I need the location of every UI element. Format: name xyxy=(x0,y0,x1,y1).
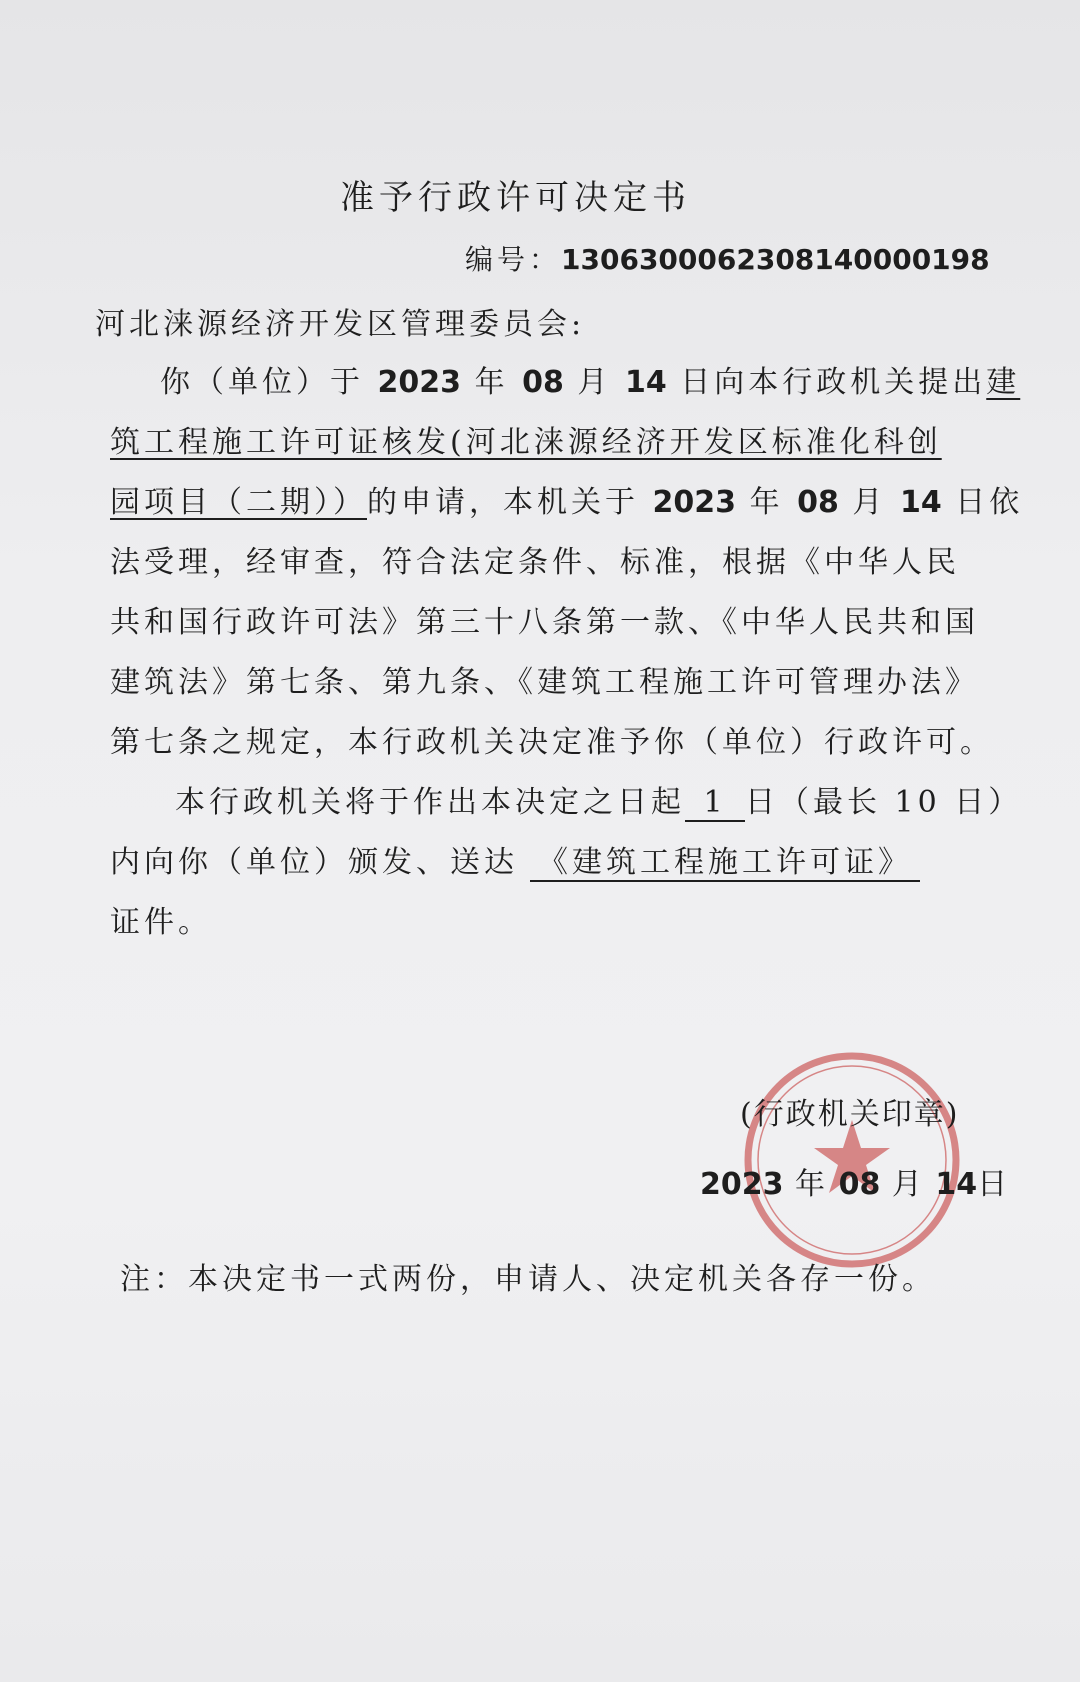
document-number-label: 编号： xyxy=(465,243,562,276)
paragraph1-line6: 建筑法》第七条、第九条、《建筑工程施工许可管理办法》 xyxy=(110,665,979,700)
text-segment: 本行政机关将于作出本决定之日起 xyxy=(175,785,685,820)
text-segment: 年 xyxy=(461,365,523,400)
certificate-name: 《建筑工程施工许可证》 xyxy=(530,846,920,882)
official-seal-stamp xyxy=(740,1048,965,1273)
application-day: 14 xyxy=(624,365,667,400)
text-segment: 内向你（单位）颁发、送达 xyxy=(110,845,518,880)
paragraph1-line2 xyxy=(110,423,942,463)
acceptance-month: 08 xyxy=(797,485,839,520)
document-number xyxy=(465,240,990,280)
paragraph2-line2 xyxy=(110,843,920,883)
text-segment: 年 xyxy=(783,1167,839,1202)
paragraph1-line7: 第七条之规定，本行政机关决定准予你（单位）行政许可。 xyxy=(110,725,994,760)
text-segment: 月 xyxy=(838,485,900,520)
text-segment: 日（最长 10 日） xyxy=(745,785,1023,820)
text-segment: 月 xyxy=(563,365,625,400)
text-segment: 你（单位）于 xyxy=(160,365,378,400)
signature-day: 14 xyxy=(935,1167,978,1202)
acceptance-year: 2023 xyxy=(652,485,737,520)
document-number-value: 1306300062308140000198 xyxy=(561,243,990,276)
application-year: 2023 xyxy=(377,365,462,400)
signature-year: 2023 xyxy=(700,1167,784,1202)
signature-date xyxy=(700,1165,1009,1205)
paragraph1-line4: 法受理，经审查，符合法定条件、标准，根据《中华人民 xyxy=(110,545,960,580)
paragraph1-line1 xyxy=(160,363,1020,403)
addressee: 河北涞源经济开发区管理委员会: xyxy=(95,307,586,342)
text-segment: 日依 xyxy=(941,485,1024,520)
application-item-underlined: 建 xyxy=(986,365,1021,400)
application-month: 08 xyxy=(522,365,564,400)
application-item-underlined: 筑工程施工许可证核发(河北涞源经济开发区标准化科创 xyxy=(110,425,942,460)
paragraph1-line5: 共和国行政许可法》第三十八条第一款、《中华人民共和国 xyxy=(110,605,979,640)
document-title: 准予行政许可决定书 xyxy=(340,178,691,218)
application-item-underlined: 园项目（二期）） xyxy=(110,485,367,520)
footnote: 注：本决定书一式两份，申请人、决定机关各存一份。 xyxy=(120,1262,936,1297)
seal-label: (行政机关印章) xyxy=(740,1097,960,1132)
paragraph1-line3 xyxy=(110,483,1023,523)
text-segment: 日向本行政机关提出 xyxy=(666,365,987,400)
signature-month: 08 xyxy=(838,1167,881,1202)
paragraph2-line1 xyxy=(175,783,1022,823)
issuance-days-value: 1 xyxy=(685,786,745,822)
acceptance-day: 14 xyxy=(899,485,942,520)
text-segment: 日 xyxy=(977,1167,1010,1202)
text-segment: 年 xyxy=(736,485,798,520)
text-segment: 的申请，本机关于 xyxy=(367,485,653,520)
text-segment: 月 xyxy=(880,1167,936,1202)
paragraph2-line3: 证件。 xyxy=(110,905,212,940)
